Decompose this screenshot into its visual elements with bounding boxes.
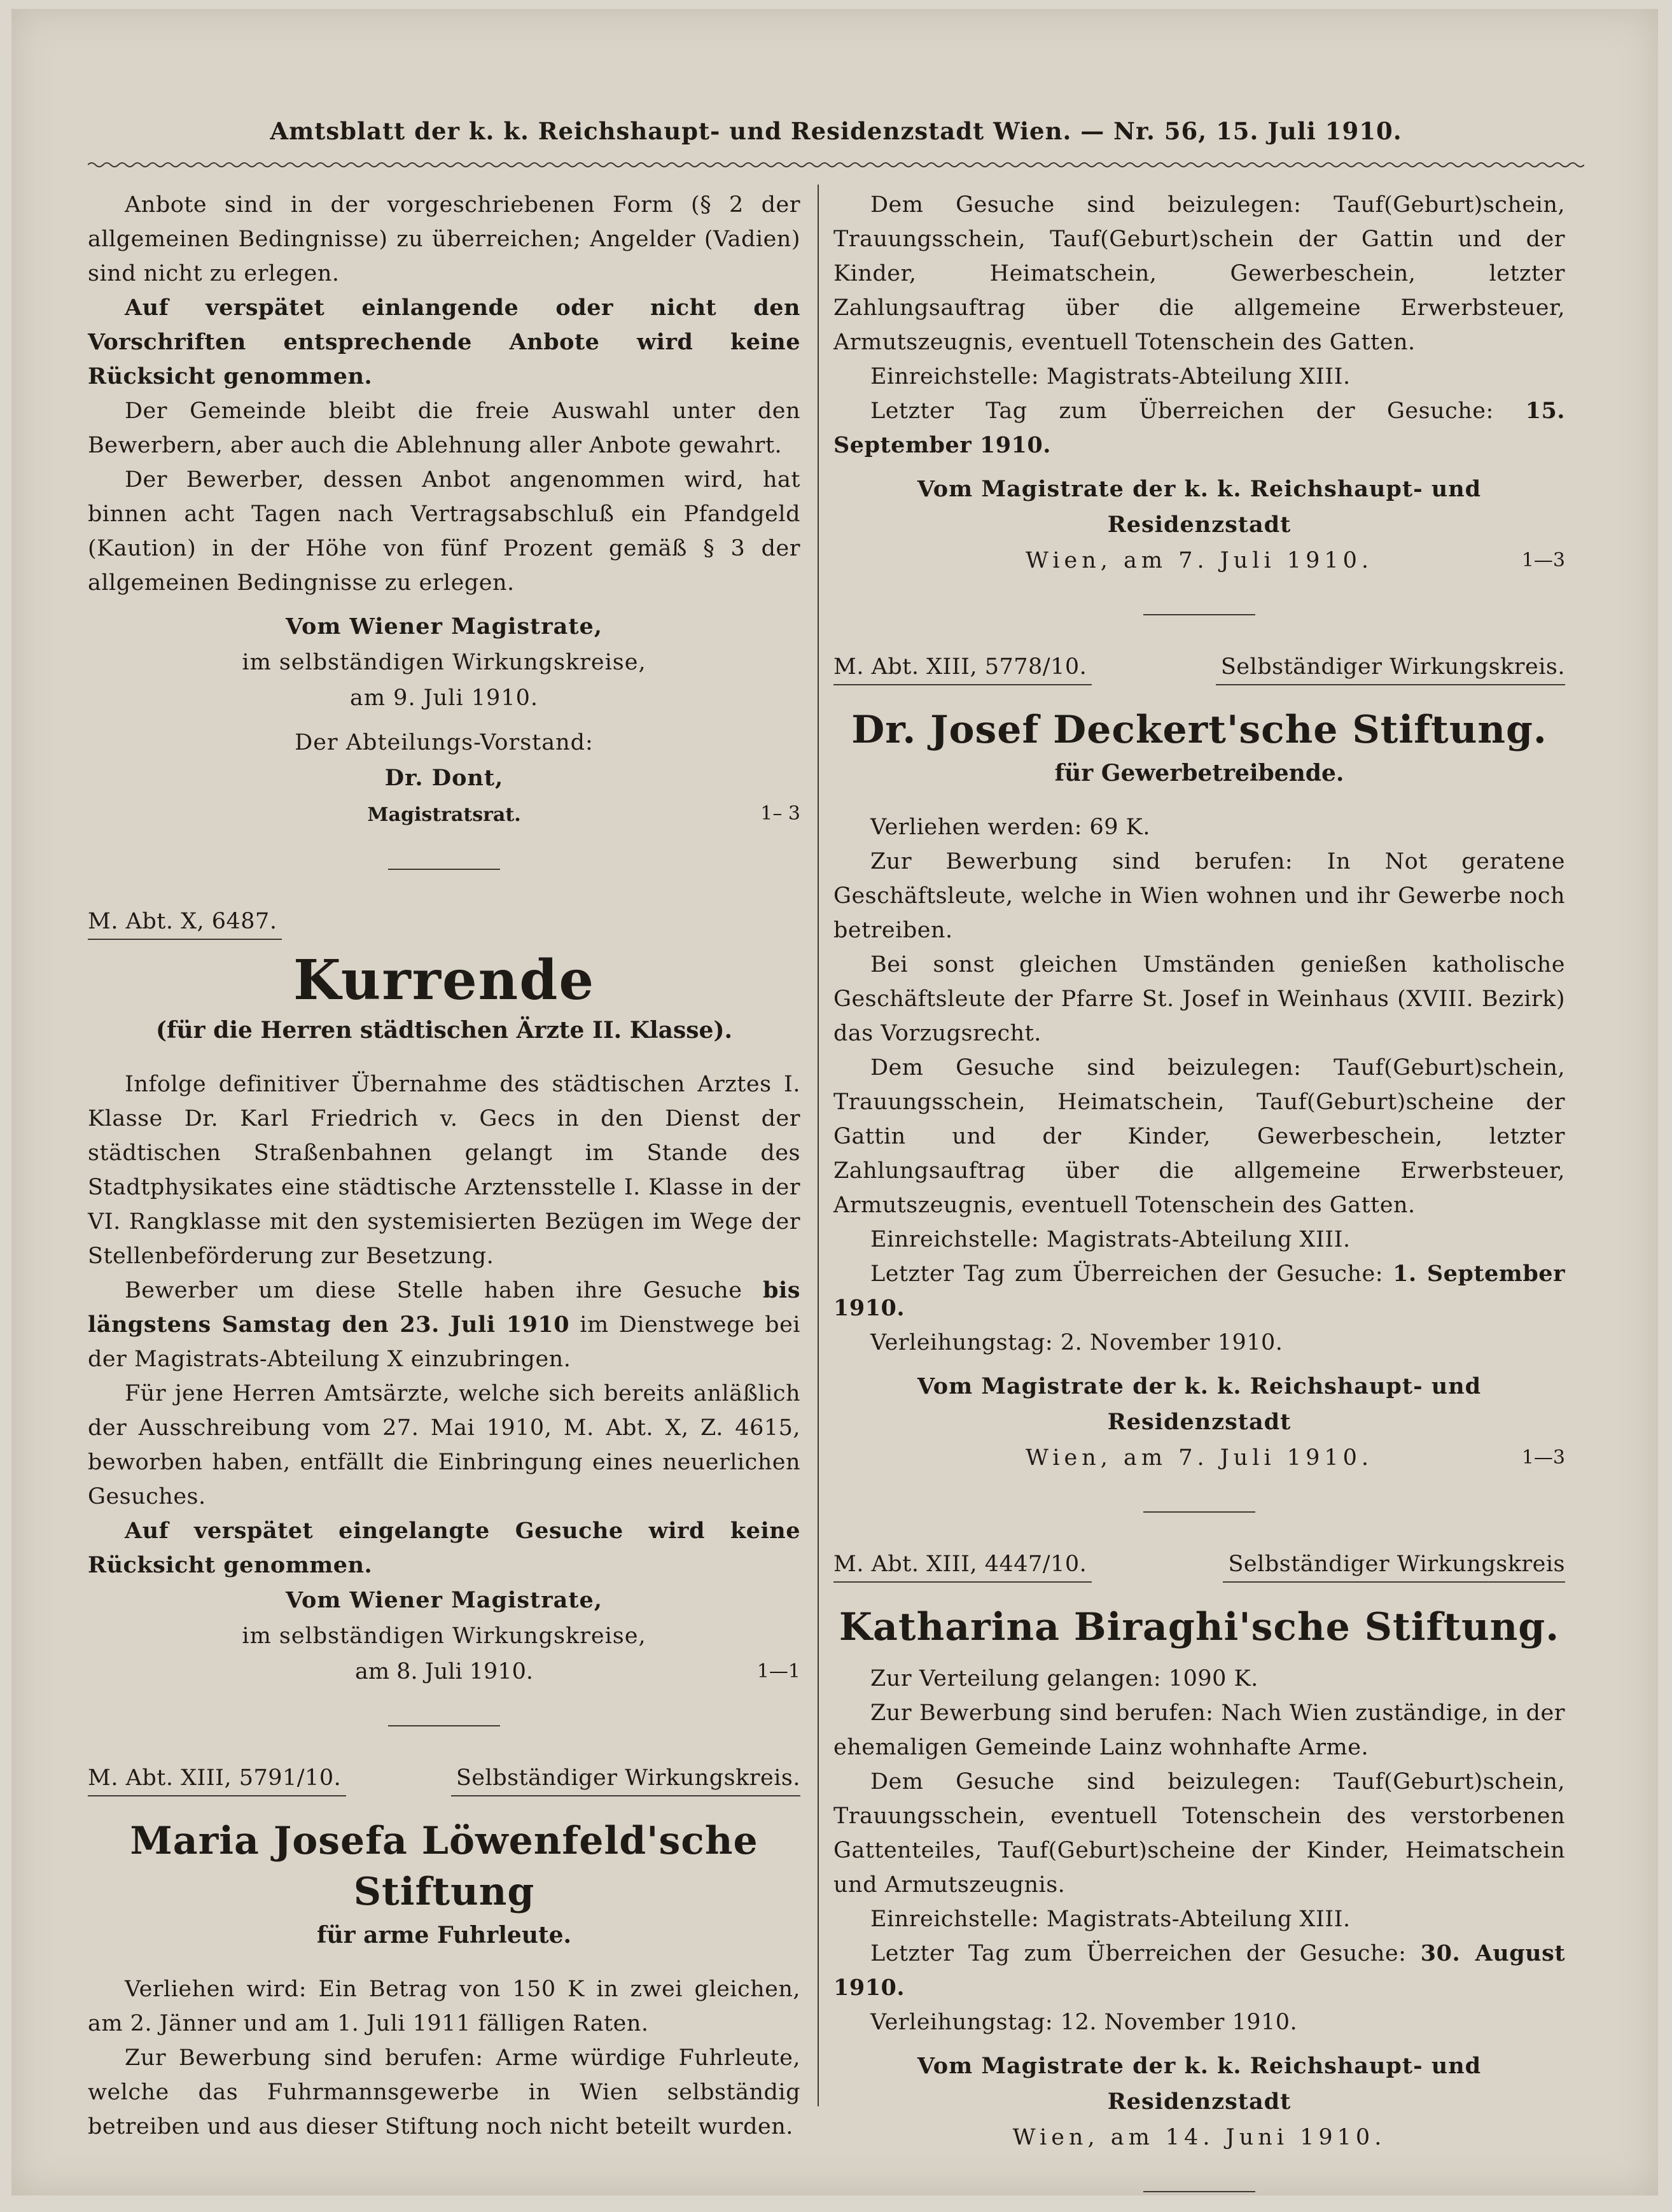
- section-title: Dr. Josef Deckert'sche Stiftung.: [851, 708, 1547, 752]
- department-row: [88, 1762, 800, 1796]
- intro-paragraph: Der Gemeinde bleibt die freie Auswahl unter den Bewerbern, aber auch die Ablehnung aller Anbote gewahrt.: [88, 398, 800, 458]
- deadline-bold: 30. August 1910.: [833, 1940, 1565, 2001]
- signature-line: am 9. Juli 1910.: [350, 685, 538, 711]
- deadline-bold: bis längstens Samstag den 23. Juli 1910: [88, 1277, 800, 1338]
- signature-line: Vom Wiener Magistrate,: [286, 613, 603, 640]
- signature-line: Vom Magistrate der k. k. Reichshaupt- und Residenzstadt: [917, 476, 1482, 538]
- text-run: Bewerber um diese Stelle haben ihre Gesuche: [125, 1278, 763, 1303]
- column-divider: [818, 185, 819, 2106]
- body-paragraph: Dem Gesuche sind beizulegen: Tauf(Geburt)schein, Trauungsschein, Heimatschein, Tauf(Geburt)scheine der Gattin und der Kinder, Gewerbeschein, letzter Zahlungsauftrag über die allgemeine Erwerbsteuer, Armutszeugnis, eventuell Totenschein des Gatten.: [833, 1055, 1565, 1218]
- body-paragraph: [833, 1257, 1565, 1326]
- section-title: Katharina Biraghi'sche Stiftung.: [839, 1605, 1560, 1649]
- department-row: [88, 906, 800, 940]
- body-paragraph: Zur Verteilung gelangen: 1090 K.: [870, 1666, 1258, 1691]
- body-paragraph: Für jene Herren Amtsärzte, welche sich bereits anläßlich der Ausschreibung vom 27. Mai 1910, M. Abt. X, Z. 4615, beworben haben, entfällt die Einbringung eines neuerlichen Gesuches.: [88, 1381, 800, 1509]
- signature-date: Wien, am 7. Juli 1910.: [1025, 1445, 1374, 1471]
- signature-row: [833, 1440, 1565, 1476]
- signature-date: Wien, am 7. Juli 1910.: [1025, 548, 1374, 573]
- body-paragraph: Verliehen wird: Ein Betrag von 150 K in zwei gleichen, am 2. Jänner und am 1. Juli 1911 fälligen Raten.: [88, 1977, 800, 2036]
- wavy-header-rule: [88, 159, 1584, 171]
- body-paragraph: Infolge definitiver Übernahme des städtischen Arztes I. Klasse Dr. Karl Friedrich v. Gecs in den Dienst der städtischen Straßenbahnen gelangt im Stande des Stadtphysikates eine städtische Arztensstelle I. Klasse in der VI. Rangklasse mit den systemisierten Bezügen im Wege der Stellenbeförderung zur Besetzung.: [88, 1072, 800, 1269]
- insertion-number: 1– 3: [760, 802, 800, 825]
- running-head: Amtsblatt der k. k. Reichshaupt- und Residenzstadt Wien. — Nr. 56, 15. Juli 1910.: [270, 117, 1402, 145]
- body-paragraph: Dem Gesuche sind beizulegen: Tauf(Geburt)schein, Trauungsschein, Tauf(Geburt)schein der Gattin und der Kinder, Heimatschein, Gewerbeschein, letzter Zahlungsauftrag über die allgemeine Erwerbsteuer, Armutszeugnis, eventuell Totenschein des Gatten.: [833, 192, 1565, 355]
- section-separator: [1143, 2191, 1255, 2192]
- text-run: Letzter Tag zum Überreichen der Gesuche:: [870, 1261, 1393, 1287]
- deadline-bold: 1. September 1910.: [833, 1261, 1566, 1321]
- department-row: [833, 651, 1565, 685]
- insertion-number: 1—3: [1521, 1446, 1565, 1469]
- right-column: [833, 188, 1565, 2192]
- body-paragraph: Zur Bewerbung sind berufen: Nach Wien zuständige, in der ehemaligen Gemeinde Lainz wohnhafte Arme.: [833, 1700, 1565, 1760]
- intro-paragraph: Anbote sind in der vorgeschriebenen Form (§ 2 der allgemeinen Bedingnisse) zu überreichen; Angelder (Vadien) sind nicht zu erlegen.: [88, 192, 800, 286]
- body-paragraph: [833, 1936, 1565, 2005]
- body-paragraph: Verleihungstag: 2. November 1910.: [870, 1330, 1283, 1355]
- department-ref: M. Abt. X, 6487.: [88, 906, 282, 940]
- body-paragraph: Einreichstelle: Magistrats-Abteilung XIII.: [870, 364, 1351, 389]
- section-title: Maria Josefa Löwenfeld'sche Stiftung: [130, 1819, 758, 1914]
- body-paragraph: [88, 1273, 800, 1376]
- jurisdiction-label: Selbständiger Wirkungskreis: [1223, 1548, 1565, 1583]
- body-paragraph: Einreichstelle: Magistrats-Abteilung XIII.: [870, 1227, 1351, 1252]
- signature-name: Dr. Dont,: [384, 765, 504, 791]
- department-ref: M. Abt. XIII, 5778/10.: [833, 651, 1092, 685]
- signature-title: Magistratsrat.: [367, 804, 521, 826]
- body-paragraph: Einreichstelle: Magistrats-Abteilung XIII.: [870, 1907, 1351, 1932]
- signature-line: im selbständigen Wirkungskreise,: [242, 650, 646, 675]
- section-subtitle: für Gewerbetreibende.: [1054, 760, 1344, 787]
- section-subtitle: für arme Fuhrleute.: [316, 1922, 572, 1949]
- signature-line: Vom Magistrate der k. k. Reichshaupt- und Residenzstadt: [917, 2053, 1482, 2115]
- signature-row: [88, 796, 800, 833]
- body-paragraph: Zur Bewerbung sind berufen: Arme würdige Fuhrleute, welche das Fuhrmannsgewerbe in Wien selbständig betreiben und aus dieser Stiftung noch nicht beteilt wurden.: [88, 2045, 800, 2139]
- section-title: Kurrende: [293, 948, 596, 1012]
- jurisdiction-label: Selbständiger Wirkungskreis.: [451, 1762, 800, 1796]
- insertion-number: 1—1: [756, 1660, 800, 1683]
- signature-row: [833, 543, 1565, 578]
- text-run: Letzter Tag zum Überreichen der Gesuche:: [870, 1941, 1421, 1966]
- left-column: [88, 188, 800, 2144]
- intro-warning: Auf verspätet einlangende oder nicht den Vorschriften entsprechende Anbote wird keine Rücksicht genommen.: [88, 295, 800, 389]
- text-run: Letzter Tag zum Überreichen der Gesuche:: [870, 398, 1526, 424]
- signature-line: im selbständigen Wirkungskreise,: [242, 1623, 646, 1649]
- jurisdiction-label: Selbständiger Wirkungskreis.: [1216, 651, 1565, 685]
- body-paragraph: Verliehen werden: 69 K.: [870, 815, 1150, 840]
- body-warning: Auf verspätet eingelangte Gesuche wird keine Rücksicht genommen.: [88, 1518, 800, 1578]
- department-row: [833, 1548, 1565, 1583]
- signature-date: Wien, am 14. Juni 1910.: [1012, 2125, 1386, 2150]
- signature-line: Vom Magistrate der k. k. Reichshaupt- und Residenzstadt: [917, 1373, 1482, 1435]
- department-ref: M. Abt. XIII, 5791/10.: [88, 1762, 346, 1796]
- signature-date: am 8. Juli 1910.: [355, 1659, 533, 1684]
- signature-line: Der Abteilungs-Vorstand:: [295, 730, 594, 755]
- section-subtitle: (für die Herren städtischen Ärzte II. Klasse).: [155, 1017, 733, 1044]
- insertion-number: 1—3: [1521, 549, 1565, 571]
- deadline-bold: 15. September 1910.: [833, 398, 1565, 458]
- text-run: im Dienstwege bei der Magistrats-Abteilung X einzubringen.: [88, 1312, 800, 1372]
- body-paragraph: Zur Bewerbung sind berufen: In Not geratene Geschäftsleute, welche in Wien wohnen und ihr Gewerbe noch betreiben.: [833, 849, 1565, 943]
- body-paragraph: Verleihungstag: 12. November 1910.: [870, 2010, 1298, 2035]
- body-paragraph: [833, 394, 1565, 463]
- signature-line: Vom Wiener Magistrate,: [286, 1587, 603, 1613]
- body-paragraph: Bei sonst gleichen Umständen genießen katholische Geschäftsleute der Pfarre St. Josef in Weinhaus (XVIII. Bezirk) das Vorzugsrecht.: [833, 952, 1565, 1046]
- intro-paragraph: Der Bewerber, dessen Anbot angenommen wird, hat binnen acht Tagen nach Vertragsabschluß ein Pfandgeld (Kaution) in der Höhe von fünf Prozent gemäß § 3 der allgemeinen Bedingnisse zu erlegen.: [88, 467, 800, 596]
- department-ref: M. Abt. XIII, 4447/10.: [833, 1548, 1092, 1583]
- body-paragraph: Dem Gesuche sind beizulegen: Tauf(Geburt)schein, Trauungsschein, eventuell Totenschein des verstorbenen Gattenteiles, Tauf(Geburt)scheine der Kinder, Heimatschein und Armutszeugnis.: [833, 1769, 1565, 1898]
- signature-row: [88, 1654, 800, 1690]
